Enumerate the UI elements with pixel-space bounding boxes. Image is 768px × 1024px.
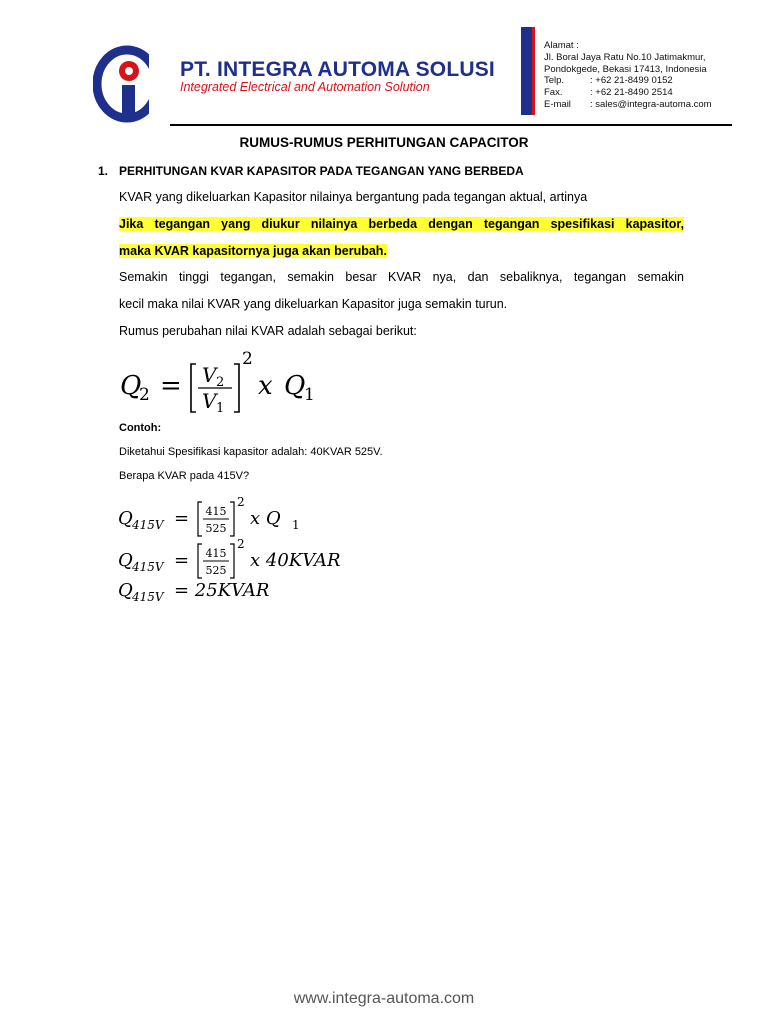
contact-row <box>544 75 712 87</box>
formula-exponent: 2 <box>242 350 253 369</box>
company-logo <box>93 44 165 124</box>
address-label: Alamat : <box>544 40 579 51</box>
highlighted-line <box>119 217 684 231</box>
eq-lhs: Q <box>118 508 133 529</box>
equation-step-1 <box>118 494 358 538</box>
company-name: PT. INTEGRA AUTOMA SOLUSI <box>180 58 495 81</box>
equation-step-3 <box>118 576 338 608</box>
contact-value: : +62 21-8490 2514 <box>590 87 673 99</box>
header-divider-accent <box>532 27 535 115</box>
eq-sub: 415V <box>132 590 164 604</box>
address-block <box>544 40 712 111</box>
header-divider-bar <box>521 27 532 115</box>
formula-rhs: Q <box>284 371 306 401</box>
contact-value: : +62 21-8499 0152 <box>590 75 673 87</box>
contact-label: Telp. <box>544 75 565 87</box>
formula-den: V <box>202 389 217 413</box>
eq-rest-sub: 1 <box>292 518 300 532</box>
footer-url[interactable]: www.integra-automa.com <box>293 990 475 1007</box>
formula-num-sub: 2 <box>216 375 225 390</box>
paragraph-line: KVAR yang dikeluarkan Kapasitor nilainya bergantung pada tegangan aktual, artinya <box>119 190 588 204</box>
svg-text:=: = <box>174 550 190 571</box>
contact-row <box>544 99 712 111</box>
contact-value: : sales@integra-automa.com <box>590 98 712 110</box>
formula-num: V <box>202 363 217 387</box>
paragraph-line: Semakin tinggi tegangan, semakin besar KVAR nya, dan sebaliknya, tegangan semakin <box>119 270 684 284</box>
example-label: Contoh: <box>119 422 162 434</box>
formula-rhs-sub: 1 <box>304 385 315 405</box>
eq-lhs: Q <box>118 550 133 571</box>
kvar-formula <box>118 350 338 418</box>
contact-label: Fax. <box>544 87 563 99</box>
paragraph-line: Rumus perubahan nilai KVAR adalah sebagai berikut: <box>119 324 417 338</box>
eq-exp: 2 <box>237 537 245 551</box>
eq-den: 525 <box>205 522 227 535</box>
header-rule <box>170 124 732 126</box>
eq-rest: = 25KVAR <box>174 580 270 601</box>
eq-num: 415 <box>205 505 227 518</box>
address-line: Jl. Boral Jaya Ratu No.10 Jatimakmur, <box>544 51 706 63</box>
eq-rest: x Q <box>250 508 281 529</box>
formula-lhs: Q <box>120 371 142 401</box>
section-title: PERHITUNGAN KVAR KAPASITOR PADA TEGANGAN YANG BERBEDA <box>119 164 524 178</box>
company-tagline: Integrated Electrical and Automation Solution <box>180 80 430 94</box>
example-question: Berapa KVAR pada 415V? <box>119 470 250 482</box>
contact-label: E-mail <box>544 98 571 110</box>
formula-den-sub: 1 <box>216 401 225 416</box>
document-title: RUMUS-RUMUS PERHITUNGAN CAPACITOR <box>239 135 529 150</box>
highlight-text: maka KVAR kapasitornya juga akan berubah. <box>119 244 387 258</box>
eq-rest: x 40KVAR <box>250 550 341 571</box>
eq-den: 525 <box>205 564 227 577</box>
formula-lhs-sub: 2 <box>139 385 150 405</box>
section-number: 1. <box>98 164 109 178</box>
eq-lhs: Q <box>118 580 133 601</box>
address-line: Pondokgede, Bekasi 17413, Indonesia <box>544 63 707 75</box>
formula-times: x <box>258 371 273 401</box>
equation-step-2 <box>118 536 378 580</box>
eq-sub: 415V <box>132 518 164 532</box>
highlighted-line <box>119 244 684 258</box>
eq-exp: 2 <box>237 495 245 509</box>
example-given: Diketahui Spesifikasi kapasitor adalah: 40KVAR 525V. <box>119 446 383 458</box>
svg-text:=: = <box>160 371 182 401</box>
eq-num: 415 <box>205 547 227 560</box>
highlight-text: Jika tegangan yang diukur nilainya berbeda dengan tegangan spesifikasi kapasitor, <box>119 217 684 231</box>
paragraph-line: kecil maka nilai KVAR yang dikeluarkan Kapasitor juga semakin turun. <box>119 297 508 311</box>
contact-row <box>544 87 712 99</box>
eq-sub: 415V <box>132 560 164 574</box>
svg-text:=: = <box>174 508 190 529</box>
